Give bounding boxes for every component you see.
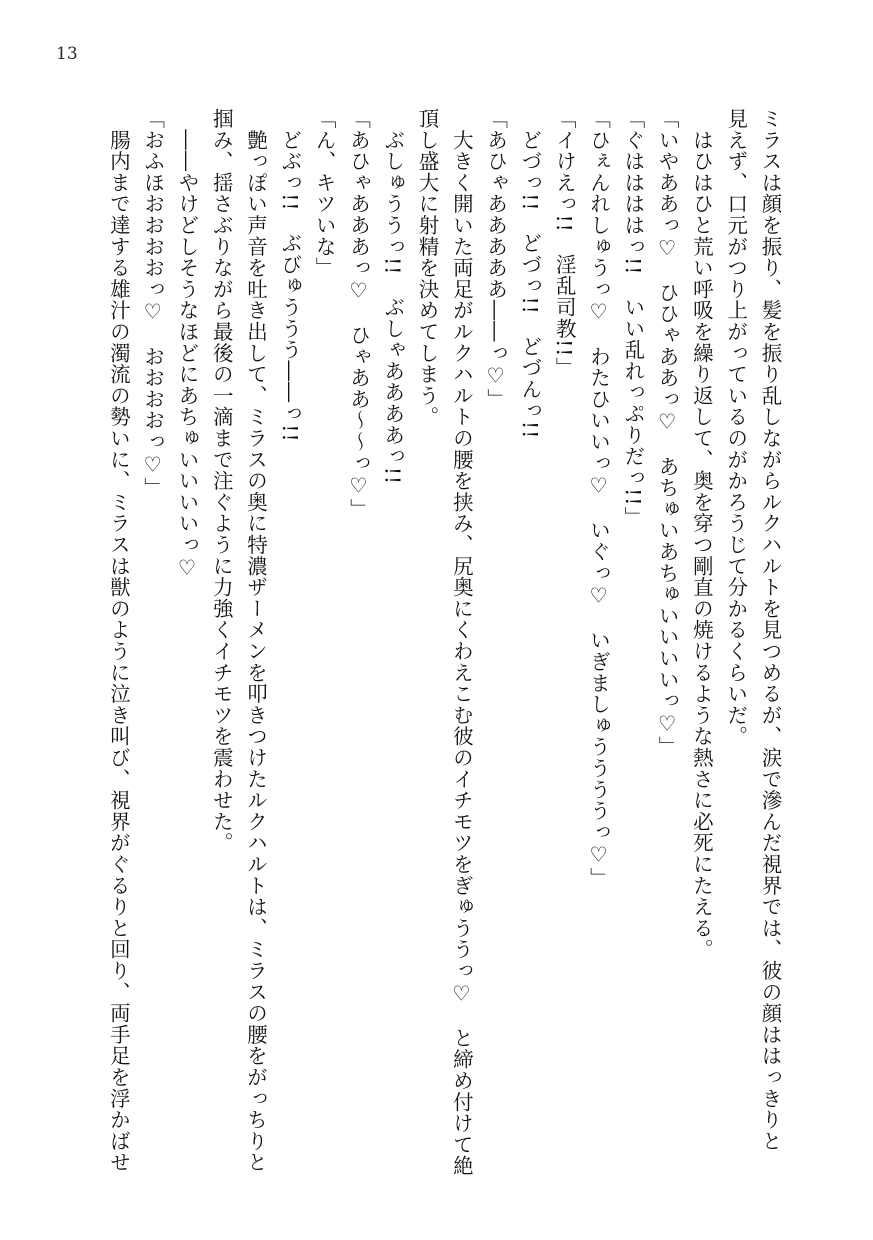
- text-line: ミラスは顔を振り、髪を振り乱しながらルクハルトを見つめるが、涙で滲んだ視界では、彼の顔ははっきりと: [758, 108, 782, 1152]
- text-line: 「いやああっ♡ ひひゃああっ♡ あちゅいあちゅいいいいっ♡」: [655, 108, 680, 758]
- text-line: 「イけえっ!! 淫乱司教!!」: [552, 108, 577, 379]
- text-line: どぶっ!! ぶびゅううう――っ!!: [277, 108, 302, 443]
- text-line: 「あひゃあああっ♡ ひゃああ～～っ♡」: [346, 108, 371, 520]
- text-line: はひはひと荒い呼吸を繰り返して、奥を穿つ剛直の焼けるような熱さに必死にたえる。: [689, 108, 714, 960]
- page-number: 13: [56, 44, 78, 64]
- text-line: 掴み、揺さぶりながら最後の一滴まで注ぐように力強くイチモツを震わせた。: [209, 108, 234, 854]
- text-line: ――やけどしそうなほどにあちゅいいいいっ♡: [174, 108, 199, 581]
- text-line: 見えず、口元がつり上がっているのがかろうじて分かるくらいだ。: [723, 108, 748, 747]
- text-line: 腸内まで達する雄汁の濁流の勢いに、ミラスは獣のように泣き叫び、視界がぐるりと回り、両手足を浮かばせ: [106, 108, 131, 1173]
- text-line: 「ぐははははっ!! いい乱れっぷりだっ!!」: [620, 108, 645, 528]
- text-line: ぶしゅううっ!! ぶしゃああああっ!!: [380, 108, 405, 485]
- vertical-body-text: [87, 108, 787, 1177]
- text-line: 艶っぽい声音を吐き出して、ミラスの奥に特濃ザーメンを叩きつけたルクハルトは、ミラスの腰をがっちりと: [243, 108, 268, 1173]
- text-line: 「ひぇんれしゅうっ♡ わたひいいっ♡ いぐっ♡ いぎましゅううううっ♡」: [586, 108, 611, 889]
- text-line: 「あひゃあああああ――っ♡」: [483, 108, 508, 410]
- text-line: 大きく開いた両足がルクハルトの腰を挟み、尻奥にくわえこむ彼のイチモツをぎゅううっ♡ と締め付けて絶: [449, 108, 474, 1177]
- text-line: 「ん、キツいな」: [312, 108, 337, 279]
- text-line: 「おふほおおおおっ♡ おおおおっ♡」: [140, 108, 165, 499]
- text-line: 頂し盛大に射精を決めてしまう。: [415, 108, 440, 428]
- text-line: どづっ!! どづっ!! どづんっ!!: [517, 108, 542, 440]
